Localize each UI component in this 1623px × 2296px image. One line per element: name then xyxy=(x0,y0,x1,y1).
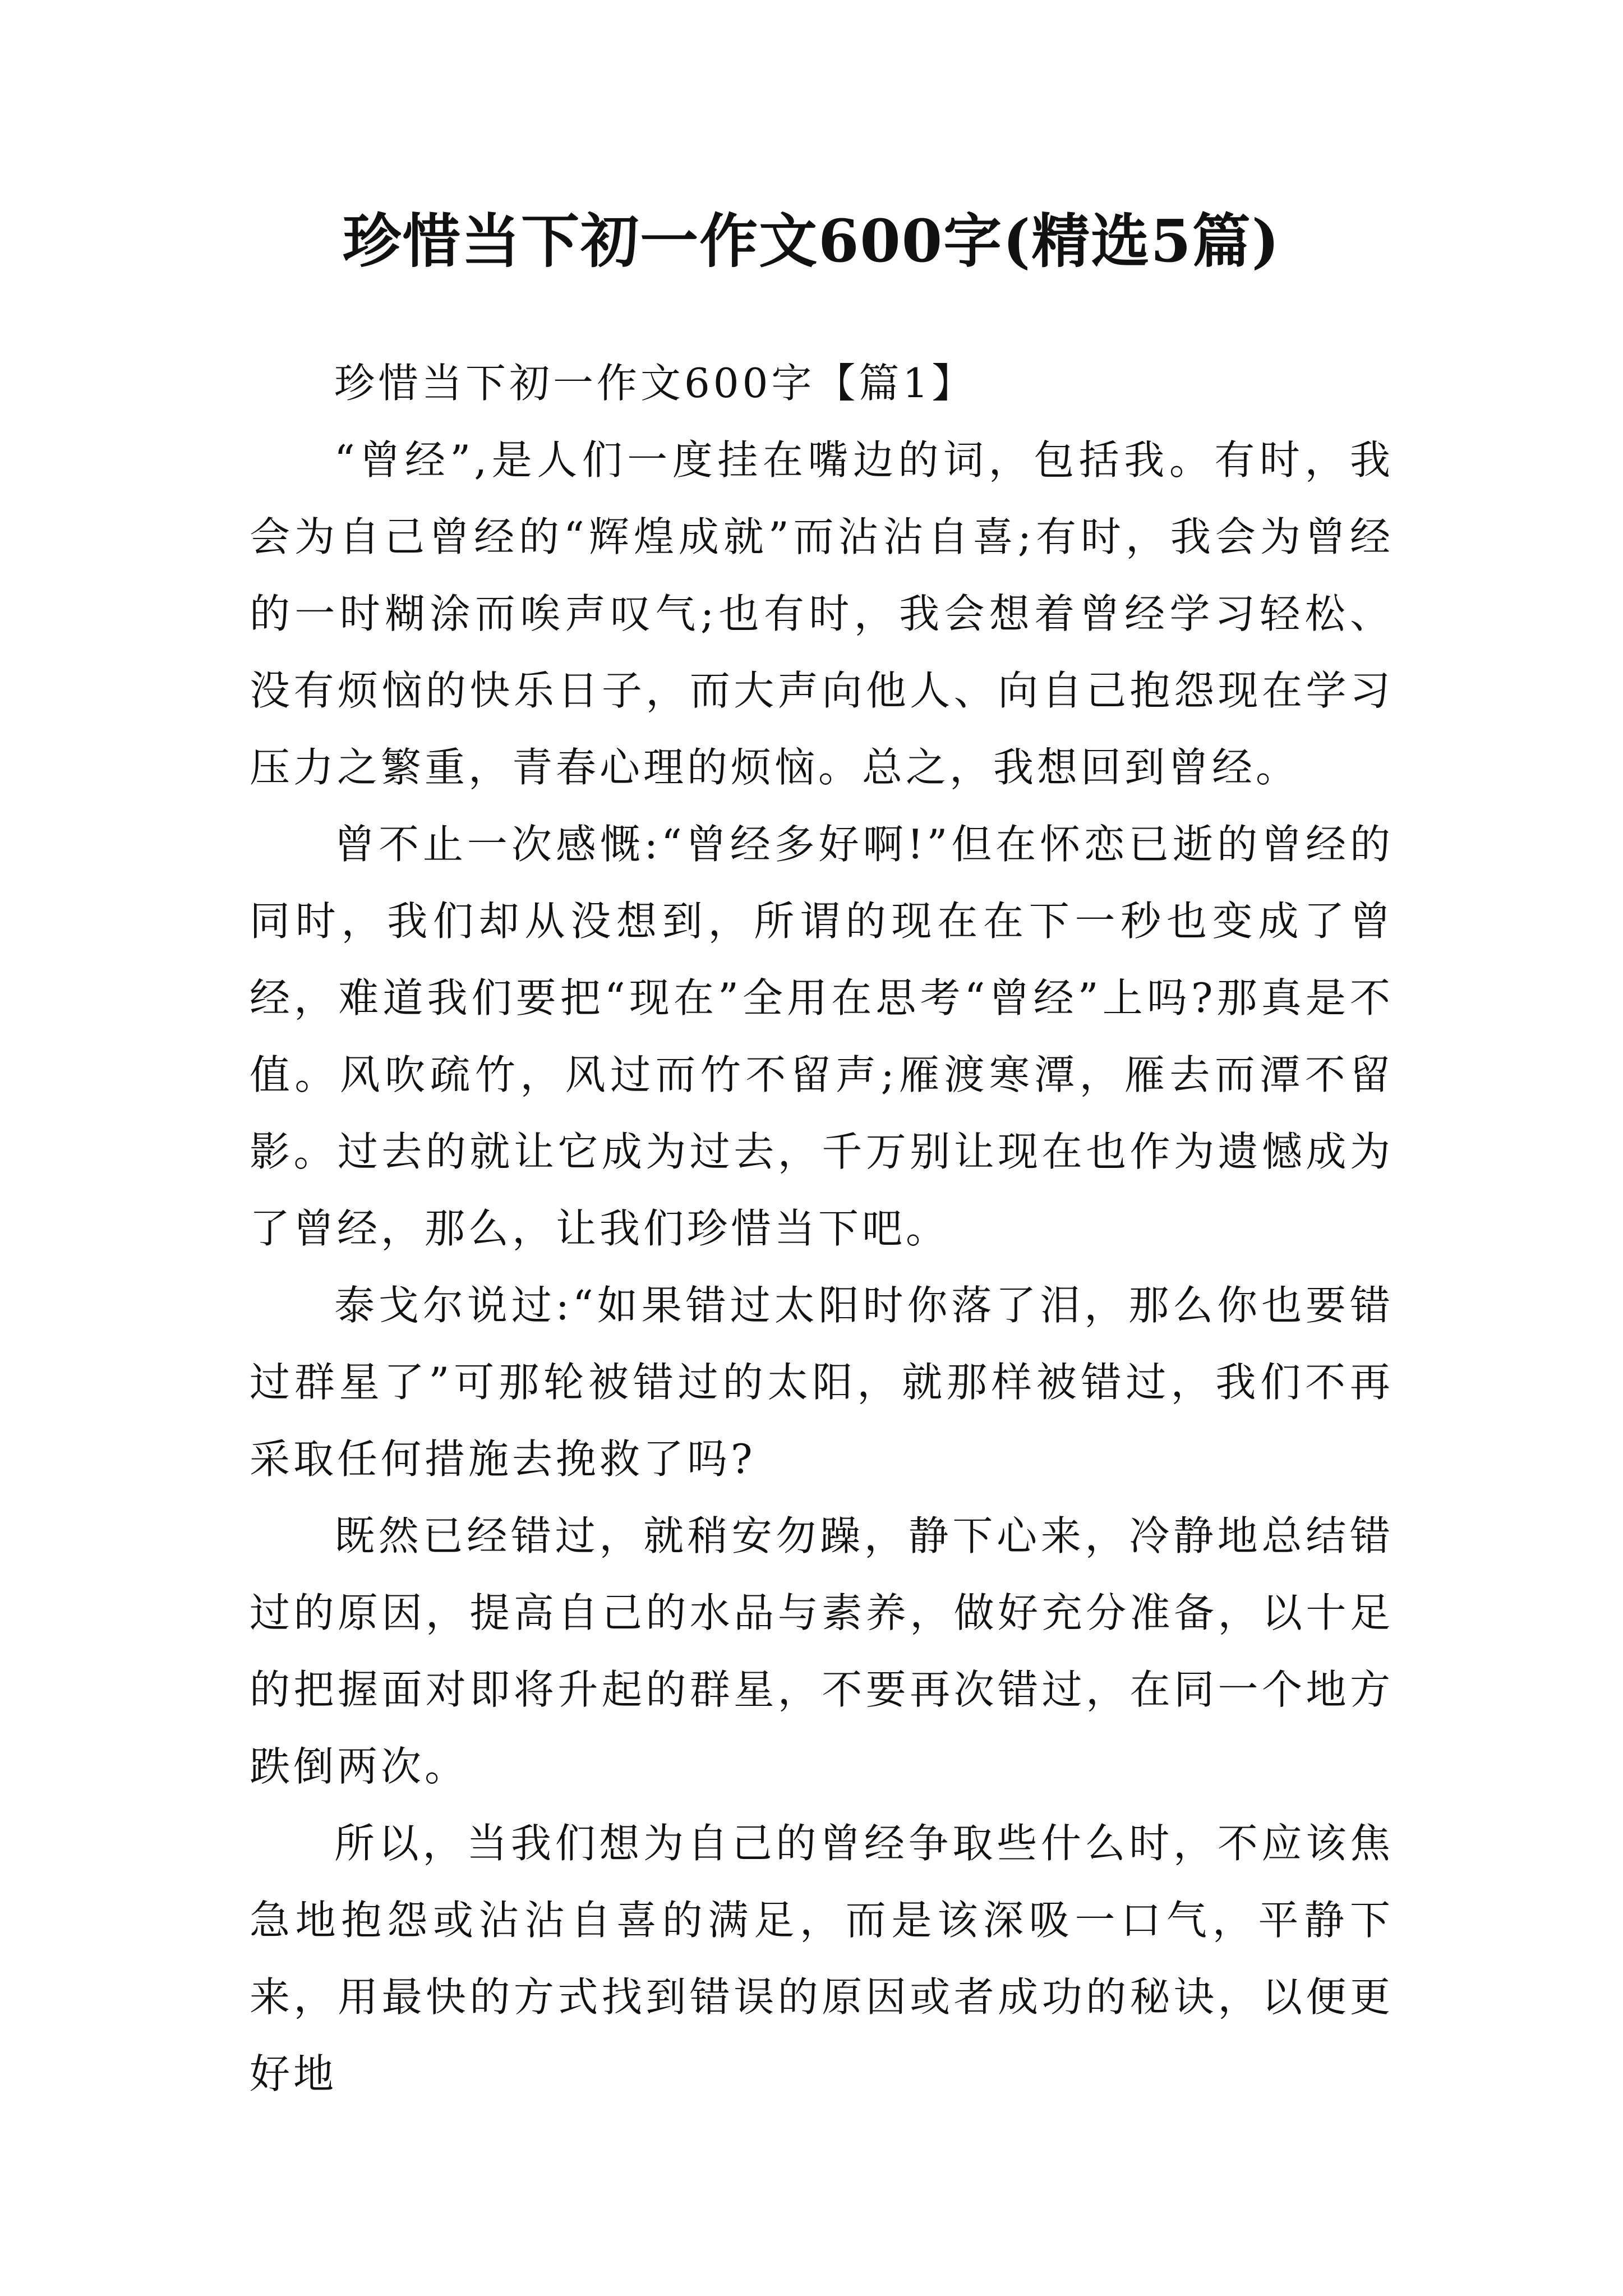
body-paragraph: 所以，当我们想为自己的曾经争取些什么时，不应该焦急地抱怨或沾沾自喜的满足，而是该深吸一口气，平静下来，用最快的方式找到错误的原因或者成功的秘诀，以便更好地 xyxy=(250,1820,1394,2097)
body-paragraph: “曾经”,是人们一度挂在嘴边的词，包括我。有时，我会为自己曾经的“辉煌成就”而沾沾自喜;有时，我会为曾经的一时糊涂而唉声叹气;也有时，我会想着曾经学习轻松、没有烦恼的快乐日子，而大声向他人、向自己抱怨现在学习压力之繁重，青春心理的烦恼。总之，我想回到曾经。 xyxy=(250,436,1394,791)
body-paragraph: 泰戈尔说过:“如果错过太阳时你落了泪，那么你也要错过群星了”可那轮被错过的太阳，就那样被错过，我们不再采取任何措施去挽救了吗? xyxy=(250,1282,1394,1483)
document-title: 珍惜当下初一作文600字(精选5篇) xyxy=(343,206,1280,275)
body-paragraph: 既然已经错过，就稍安勿躁，静下心来，冷静地总结错过的原因，提高自己的水品与素养，做好充分准备，以十足的把握面对即将升起的群星，不要再次错过，在同一个地方跌倒两次。 xyxy=(250,1512,1394,1790)
section-heading: 珍惜当下初一作文600字【篇1】 xyxy=(334,360,976,407)
document-body xyxy=(250,345,1394,2113)
body-paragraph: 曾不止一次感慨:“曾经多好啊!”但在怀恋已逝的曾经的同时，我们却从没想到，所谓的现在在下一秒也变成了曾经，难道我们要把“现在”全用在思考“曾经”上吗?那真是不值。风吹疏竹，风过而竹不留声;雁渡寒潭，雁去而潭不留影。过去的就让它成为过去，千万别让现在也作为遗憾成为了曾经，那么，让我们珍惜当下吧。 xyxy=(250,821,1394,1252)
